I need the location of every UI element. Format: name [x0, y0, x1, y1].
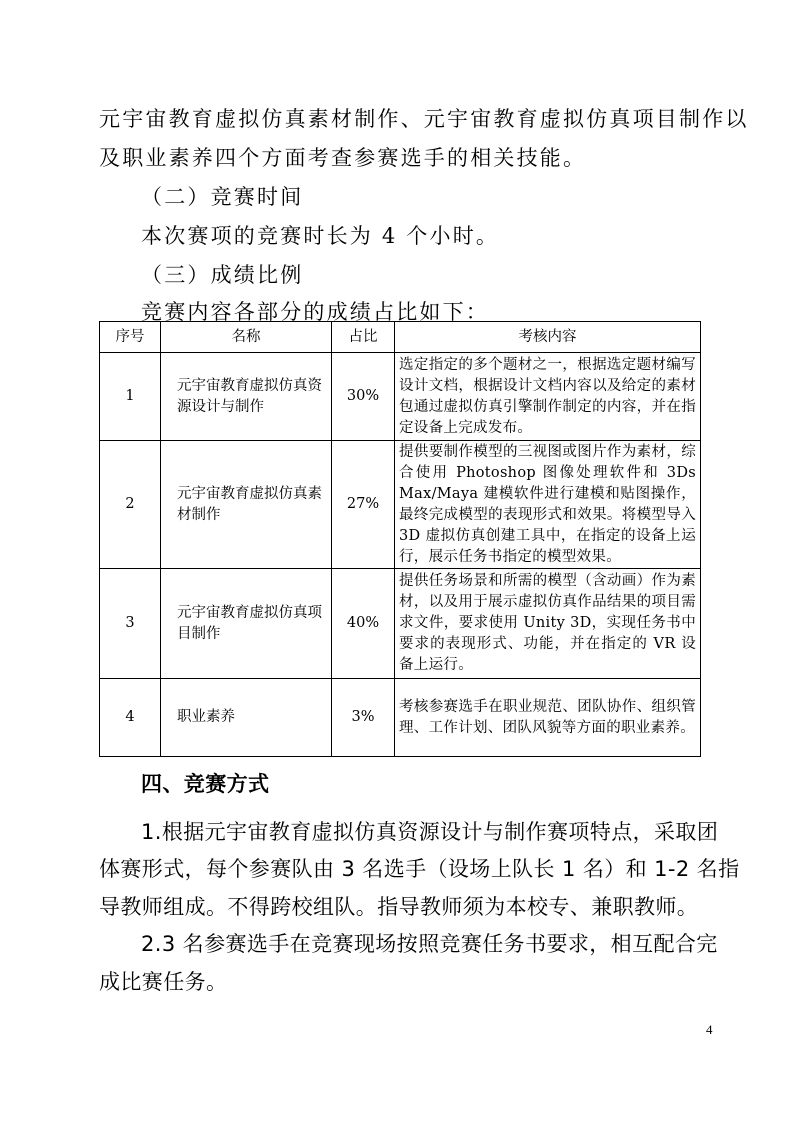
row-name: 元宇宙教育虚拟仿真项目制作	[161, 569, 332, 679]
score-ratio-intro: 竞赛内容各部分的成绩占比如下：	[141, 300, 489, 324]
row-ratio: 3%	[332, 679, 395, 757]
heading-competition-time: （二）竞赛时间	[141, 185, 304, 209]
page-number: 4	[706, 1022, 713, 1037]
row-no: 2	[100, 441, 161, 569]
row-content: 选定指定的多个题材之一，根据选定题材编写设计文档，根据设计文档内容以及给定的素材包通过虚拟仿真引擎制作制定的内容，并在指定设备上完成发布。	[395, 353, 701, 441]
score-ratio-table	[99, 321, 701, 757]
row-ratio: 30%	[332, 353, 395, 441]
table-row	[100, 569, 701, 679]
row-no: 3	[100, 569, 161, 679]
table-row	[100, 679, 701, 757]
table-row	[100, 441, 701, 569]
heading-score-ratio: （三）成绩比例	[141, 263, 304, 287]
method-paragraph-1-line-3: 导教师组成。不得跨校组队。指导教师须为本校专、兼职教师。	[99, 895, 699, 919]
row-content: 提供要制作模型的三视图或图片作为素材，综合使用 Photoshop 图像处理软件和 3Ds Max/Maya 建模软件进行建模和贴图操作，最终完成模型的表现形式和效果。将模型导入 3D 虚拟仿真创建工具中，在指定的设备上运行，展示任务书指定的模型效果。	[395, 441, 701, 569]
row-content: 提供任务场景和所需的模型（含动画）作为素材，以及用于展示虚拟仿真作品结果的项目需求文件，要求使用 Unity 3D，实现任务书中要求的表现形式、功能，并在指定的 VR 设备上运行。	[395, 569, 701, 679]
row-ratio: 27%	[332, 441, 395, 569]
paragraph-line-2: 及职业素养四个方面考查参赛选手的相关技能。	[99, 146, 587, 170]
paragraph-line-1: 元宇宙教育虚拟仿真素材制作、元宇宙教育虚拟仿真项目制作以	[99, 107, 749, 131]
row-ratio: 40%	[332, 569, 395, 679]
row-name: 元宇宙教育虚拟仿真素材制作	[161, 441, 332, 569]
method-paragraph-1-line-1: 1.根据元宇宙教育虚拟仿真资源设计与制作赛项特点，采取团	[141, 820, 719, 844]
row-no: 1	[100, 353, 161, 441]
row-no: 4	[100, 679, 161, 757]
row-name: 职业素养	[161, 679, 332, 757]
table-header-row	[100, 322, 701, 353]
header-name: 名称	[161, 322, 332, 353]
table-row	[100, 353, 701, 441]
row-name: 元宇宙教育虚拟仿真资源设计与制作	[161, 353, 332, 441]
header-content: 考核内容	[395, 322, 701, 353]
row-content: 考核参赛选手在职业规范、团队协作、组织管理、工作计划、团队风貌等方面的职业素养。	[395, 679, 701, 757]
method-paragraph-1-line-2: 体赛形式，每个参赛队由 3 名选手（设场上队长 1 名）和 1-2 名指	[99, 857, 740, 881]
competition-time-text: 本次赛项的竞赛时长为 4 个小时。	[141, 224, 500, 248]
heading-competition-method: 四、竞赛方式	[141, 772, 270, 796]
header-no: 序号	[100, 322, 161, 353]
method-paragraph-2-line-1: 2.3 名参赛选手在竞赛现场按照竞赛任务书要求，相互配合完	[141, 932, 718, 956]
method-paragraph-2-line-2: 成比赛任务。	[99, 970, 228, 994]
header-ratio: 占比	[332, 322, 395, 353]
